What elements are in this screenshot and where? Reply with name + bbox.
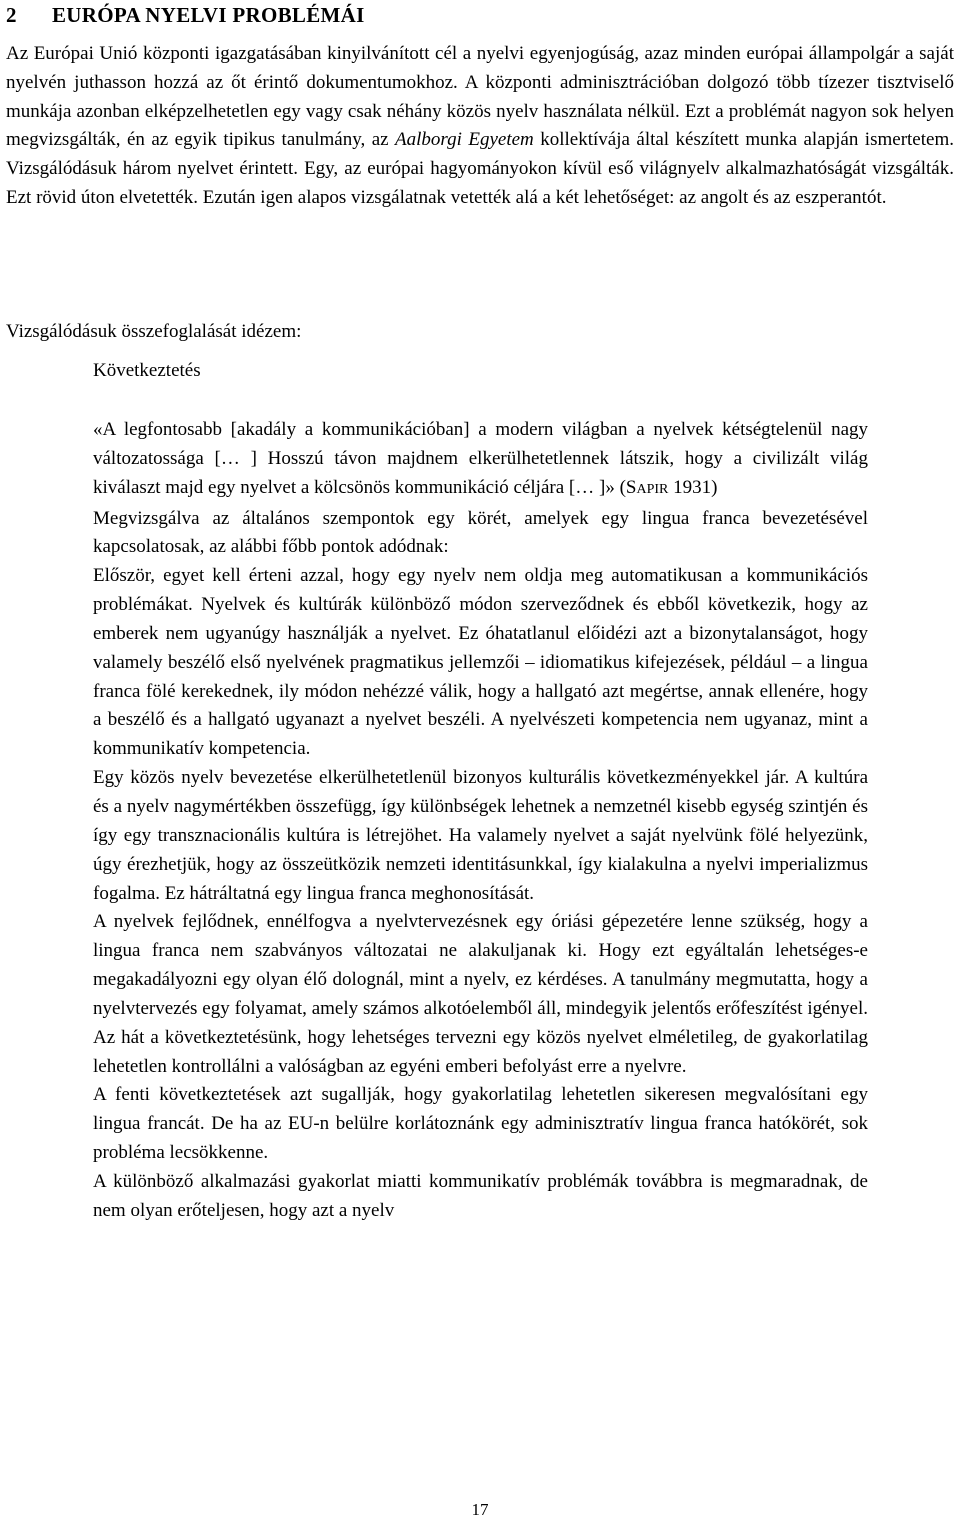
quoted-conclusion xyxy=(93,416,868,1226)
quote-paragraph-4: Egy közös nyelv bevezetése elkerülhetetlenül bizonyos kulturális következményekkel jár. A kultúra és a nyelv nagymértékben összefügg, így különbségek lehetnek a nemzetnél kisebb egység szintjén és így egy transznacionális kultúra is létrejöhet. Ha valamely nyelvet a saját nyelvünk fölé helyezünk, úgy érezhetjük, hogy az összeütközik nemzeti identitásunkkal, így kialakulna a nyelvi imperializmus fogalma. Ez hátráltatná egy lingua franca meghonosítását. xyxy=(93,767,868,904)
intro-italic-term: Aalborgi Egyetem xyxy=(395,129,534,151)
section-title: EURÓPA NYELVI PROBLÉMÁI xyxy=(52,3,365,27)
summary-intro: Vizsgálódásuk összefoglalását idézem: xyxy=(6,321,302,342)
section-heading xyxy=(6,1,365,29)
intro-text-2: kollektívája által készített munka alapján ismertetem. Vizsgálódásuk három nyelvet érintett. Egy, az európai hagyományokon kívül eső világnyelv alkalmazhatóságát vizsgálták. Ezt rövid úton elvetették. Ezután igen alapos vizsgálatnak vetették alá a két lehetőséget: az angolt és az eszperantót. xyxy=(6,129,954,208)
quote-paragraph-7: A különböző alkalmazási gyakorlat miatti kommunikatív problémák továbbra is megmaradnak, de nem olyan erőteljesen, hogy azt a nyelv xyxy=(93,1170,868,1221)
quote-paragraph-2: Megvizsgálva az általános szempontok egy körét, amelyek egy lingua franca bevezetésével kapcsolatosak, az alábbi főbb pontok adódnak: xyxy=(93,507,868,558)
quote-paragraph-3: Először, egyet kell érteni azzal, hogy egy nyelv nem oldja meg automatikusan a kommunikációs problémákat. Nyelvek és kultúrák különböző módon szerveződnek és ebből következik, hogy az emberek nem ugyanúgy használják a nyelvet. Ez óhatatlanul előidézi azt a bizonytalanságot, hogy valamely beszélő első nyelvének pragmatikus jellemzői – idiomatikus kifejezések, például – a lingua franca fölé kerekednek, ily módon nehézzé válik, hogy a hallgató azt megértse, annak ellenére, hogy a beszélő és a hallgató ugyanazt a nyelvet beszéli. A nyelvészeti kompetencia nem ugyanaz, mint a kommunikatív kompetencia. xyxy=(93,565,868,760)
quote-paragraph-1 xyxy=(93,416,868,505)
section-number: 2 xyxy=(6,3,17,27)
quote-paragraph-5: A nyelvek fejlődnek, ennélfogva a nyelvtervezésnek egy óriási gépezetére lenne szükség, hogy a lingua franca nem szabványos változatai ne alakuljanak ki. Hogy ezt egyáltalán lehetséges-e megakadályozni egy olyan élő dolognál, mint a nyelv, ez kérdéses. A tanulmány megmutatta, hogy a nyelvtervezés egy folyamat, amely számos alkotóelemből áll, mindegyik jelentős erőfeszítést igényel. Az hát a következtetésünk, hogy lehetséges tervezni egy közös nyelvet elméletileg, de gyakorlatilag lehetetlen kontrollálni a valóságban az egyéni emberi befolyást erre a nyelvre. xyxy=(93,911,868,1077)
quote-text-1: «A legfontosabb [akadály a kommunikációban] a modern világban a nyelvek kétségtelenül nagy változatossága [… ] Hosszú távon majdnem elkerülhetetlennek látszik, hogy a civilizált világ kiválaszt majd egy nyelvet a kölcsönös kommunikáció céljára [… ]» (S xyxy=(93,419,868,498)
page-number: 17 xyxy=(471,1500,489,1519)
quote-paragraph-6: A fenti következtetések azt sugallják, hogy gyakorlatilag lehetetlen sikeresen megvalósítani egy lingua francát. De ha az EU-n belülre korlátoznánk egy adminisztratív lingua franca hatókörét, sok probléma lecsökkenne. xyxy=(93,1084,868,1164)
intro-paragraph xyxy=(6,40,954,213)
citation-author-smallcaps: APIR xyxy=(636,481,669,497)
conclusion-subheading: Következtetés xyxy=(93,360,201,381)
quote-text-2: 1931) xyxy=(668,476,718,498)
intro-text-1: Az Európai Unió központi igazgatásában kinyilvánított cél a nyelvi egyenjogúság, azaz minden európai állampolgár a saját nyelvén juthasson hozzá az őt érintő dokumentumokhoz. A központi adminisztrációban dolgozó több tízezer tisztviselő munkája azonban elképzelhetetlen egy vagy csak néhány közös nyelv használata nélkül. Ezt a problémát nagyon sok helyen megvizsgálták, én az egyik tipikus tanulmány, az xyxy=(6,43,954,151)
